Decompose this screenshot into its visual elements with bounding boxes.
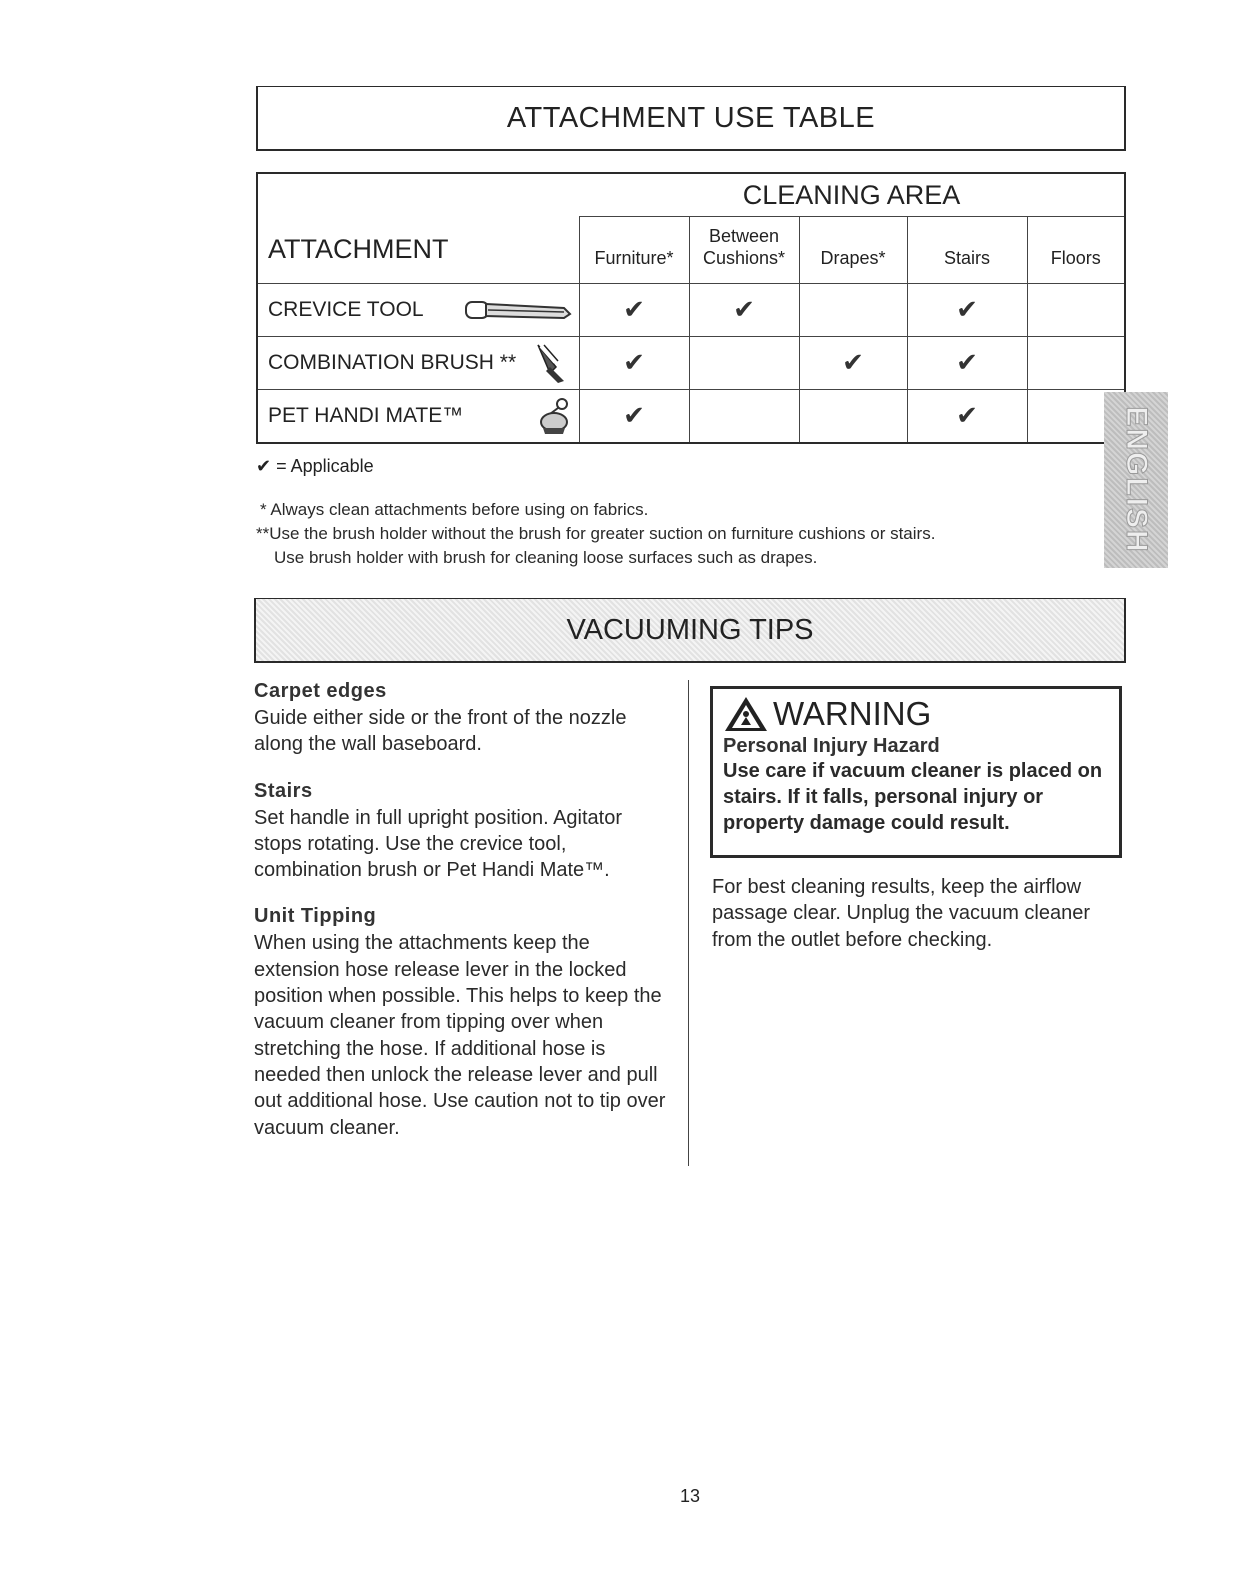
check-cell: ✔: [907, 283, 1027, 336]
row-label: CREVICE TOOL: [268, 297, 424, 321]
column-divider: [688, 680, 689, 1166]
table-row: [257, 389, 1125, 443]
tip-section: [254, 780, 674, 884]
check-cell: ✔: [689, 283, 799, 336]
vacuuming-tips-header: [254, 598, 1126, 663]
tips-left-column: [254, 680, 674, 1163]
check-cell: ✔: [579, 283, 689, 336]
airflow-paragraph: For best cleaning results, keep the airflow passage clear. Unplug the vacuum cleaner from the outlet before checking.: [712, 876, 1091, 951]
legend: [256, 456, 374, 477]
warning-text: Use care if vacuum cleaner is placed on stairs. If it falls, personal injury or property damage could result.: [723, 760, 1103, 834]
warning-title: WARNING: [773, 695, 932, 732]
col-between-cushions: [689, 217, 799, 284]
row-label: PET HANDI MATE™: [268, 403, 464, 427]
tip-body: Set handle in full upright position. Agitator stops rotating. Use the crevice tool, combination brush or Pet Handi Mate™.: [254, 806, 623, 882]
tip-body: Guide either side or the front of the nozzle along the wall baseboard.: [254, 707, 627, 756]
check-cell: [689, 336, 799, 389]
note-3: Use brush holder with brush for cleaning loose surfaces such as drapes.: [274, 548, 818, 567]
table-corner-cell: [257, 173, 579, 217]
page-number: 13: [679, 1486, 701, 1506]
row-label: COMBINATION BRUSH **: [268, 350, 517, 374]
check-cell: ✔: [907, 336, 1027, 389]
note-2: **Use the brush holder without the brush for greater suction on furniture cushions or stairs.: [256, 524, 936, 543]
check-cell: [799, 389, 907, 443]
tip-section: [254, 680, 674, 758]
language-side-tab: [1104, 392, 1168, 568]
check-cell: [799, 283, 907, 336]
attachment-header: ATTACHMENT: [257, 217, 579, 284]
tip-heading: Stairs: [254, 779, 313, 802]
language-side-tab-label: ENGLISH: [1120, 406, 1153, 554]
row-label-cell: [257, 283, 579, 336]
warning-box: [710, 686, 1122, 858]
warning-header: [723, 695, 1109, 733]
check-cell: ✔: [579, 336, 689, 389]
attachment-table-title: [256, 86, 1126, 151]
check-cell: ✔: [907, 389, 1027, 443]
col-between-line1: Between: [708, 225, 780, 246]
legend-text: = Applicable: [276, 456, 374, 476]
col-between-line2: Cushions*: [702, 247, 786, 268]
tip-section: [254, 905, 674, 1140]
checkmark-icon: ✔: [256, 456, 272, 476]
check-cell: ✔: [579, 389, 689, 443]
note-1: * Always clean attachments before using on fabrics.: [260, 500, 649, 519]
table-row: [257, 336, 1125, 389]
col-floors: Floors: [1027, 217, 1125, 284]
check-cell: [1027, 336, 1125, 389]
check-cell: [689, 389, 799, 443]
row-label-cell: [257, 336, 579, 389]
check-cell: ✔: [799, 336, 907, 389]
pet-handi-mate-icon: [538, 396, 572, 436]
vacuuming-tips-title: VACUUMING TIPS: [566, 613, 814, 646]
crevice-tool-icon: [464, 298, 574, 324]
attachment-use-table: [256, 172, 1126, 444]
col-stairs: Stairs: [907, 217, 1027, 284]
col-drapes: Drapes*: [799, 217, 907, 284]
attachment-table-title-text: ATTACHMENT USE TABLE: [506, 101, 876, 134]
row-label-cell: [257, 389, 579, 443]
table-row: [257, 283, 1125, 336]
combination-brush-icon: [534, 341, 570, 385]
cleaning-area-header: CLEANING AREA: [579, 173, 1125, 217]
tip-heading: Carpet edges: [254, 680, 387, 702]
col-furniture: Furniture*: [579, 217, 689, 284]
warning-subtitle: Personal Injury Hazard: [723, 735, 940, 757]
tip-body: When using the attachments keep the extension hose release lever in the locked position when possible. This helps to keep the vacuum cleaner from tipping over when stretching the hose. If additional hose is needed then unlock the release lever and pull out additional hose. Use caution not to tip over vacuum cleaner.: [254, 932, 666, 1139]
tip-heading: Unit Tipping: [254, 905, 377, 928]
warning-triangle-icon: [723, 695, 769, 733]
check-cell: [1027, 283, 1125, 336]
